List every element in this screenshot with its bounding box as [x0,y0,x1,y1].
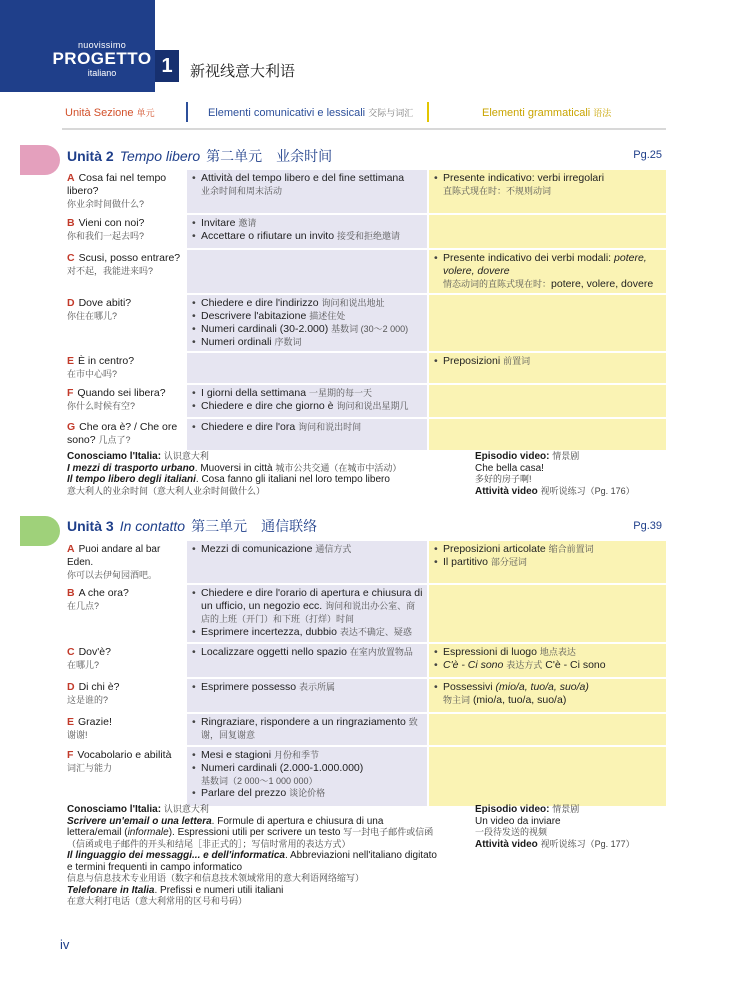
section-title-zh: 你业余时间做什么? [67,199,145,209]
notes-text-em: informale [127,827,169,838]
list-item [192,230,423,243]
item-it: Attività del tempo libero e del fine settimana [201,172,405,184]
list-item [192,400,423,413]
column-heading-lexical [208,103,413,123]
item-it: Invitare [201,217,236,229]
grammar-cell [428,713,666,746]
section-letter: G [67,421,76,433]
column-heading-unit-zh: 单元 [136,108,155,118]
section-title-zh: 几点了? [98,435,131,445]
unit3-culture-notes [67,804,439,908]
item-it: Accettare o rifiutare un invito [201,230,335,242]
section-title-zh: 在哪儿? [67,660,100,670]
list-item [192,762,423,787]
notes-zh: 信息与信息技术专业用语（数字和信息技术领域常用的意大利语网络缩写） [67,873,365,883]
section-cell [62,352,186,384]
list-item [434,172,662,197]
grammar-cell [428,249,666,294]
unit2-heading [67,146,332,166]
item-zh: 缩合前置词 [548,544,594,554]
section-cell [62,214,186,249]
item-it: Presente indicativo dei verbi modali: [443,252,615,264]
notes-topic: I mezzi di trasporto urbano [67,462,195,474]
section-title: Di chi è? [78,681,120,693]
item-zh: 直陈式现在时：不规则动词 [443,186,552,196]
unit2-title-zh: 第二单元 业余时间 [206,148,333,164]
item-it: Numeri cardinali (2.000-1.000.000) [201,762,364,774]
unit2-page-ref: Pg.25 [633,149,662,161]
section-title: Scusi, posso entrare? [78,252,181,264]
item-tail: (mio/a, tuo/a, suo/a) [472,694,567,706]
list-item [192,172,423,197]
section-letter: C [67,646,75,658]
list-item [434,543,662,556]
notes-text: . Formule di apertura e chiusura di una lettera/email ( [67,815,384,838]
list-item [434,681,662,707]
lexical-cell [186,584,428,643]
list-item [434,659,662,672]
item-zh: 表示所属 [299,682,336,692]
item-it: Espressioni di luogo [443,646,537,658]
list-item [192,787,423,800]
section-cell [62,584,186,643]
notes-text: . Cosa fanno gli italiani nel loro tempo libero [195,474,390,485]
grammar-cell [428,214,666,249]
notes-heading-zh: 认识意大利 [163,451,209,461]
section-letter: A [67,172,75,184]
unit2-table [62,168,666,450]
item-zh: 表达不确定、疑惑 [339,627,412,637]
list-item [192,297,423,310]
notes-zh: 意大利人的业余时间（意大利人业余时间做什么） [67,485,266,496]
notes-topic: Il linguaggio dei messaggi... e dell'informatica [67,850,285,861]
section-title: A che ora? [78,587,129,599]
list-item [192,716,423,742]
section-cell [62,643,186,678]
table-row [62,294,666,352]
section-letter: E [67,355,75,367]
section-title-zh: 你可以去伊甸园酒吧。 [67,570,158,580]
notes-heading: Conosciamo l'Italia: [67,804,162,815]
grammar-cell [428,169,666,214]
section-title: Vocabolario e abilità [77,749,172,761]
item-zh: 接受和拒绝邀请 [337,231,401,241]
item-zh: 基数词（2 000～1 000 000） [201,776,318,786]
item-zh: 询问和说出办公室、商店的上班（开门）和下班（打烊）时间 [201,601,416,624]
notes-topic: Il tempo libero degli italiani [67,474,196,485]
lexical-cell [186,678,428,713]
video-title-zh: 多好的房子啊! [475,474,532,484]
table-row [62,352,666,384]
table-row [62,746,666,806]
brand-main: PROGETTO [52,49,152,68]
item-it: Chiedere e dire l'ora [201,421,296,433]
section-title-zh: 谢谢! [67,730,88,740]
item-it: Descrivere l'abitazione [201,310,307,322]
lexical-cell [186,169,428,214]
video-heading-zh: 情景剧 [552,804,580,814]
section-letter: A [67,543,75,555]
book-title: 新视线意大利语 [190,63,296,80]
header-rule [62,128,666,130]
column-heading-lexical-it: Elementi comunicativi e lessicali [208,107,366,119]
item-zh: 基数词 (30～2 000) [331,324,409,334]
item-it: Preposizioni articolate [443,543,546,555]
section-title-zh: 词汇与能力 [67,763,113,773]
unit3-tab [20,516,60,546]
item-it: Mesi e stagioni [201,749,272,761]
column-heading-grammar-zh: 语法 [593,108,612,118]
lexical-cell [186,418,428,450]
item-it: Chiedere e dire l'indirizzo [201,297,319,309]
item-it: Esprimere possesso [201,681,297,693]
section-cell [62,249,186,294]
unit3-title-zh: 第三单元 通信联络 [191,518,318,534]
list-item [192,749,423,762]
section-letter: C [67,252,75,264]
section-title: Grazie! [78,716,112,728]
item-zh: 询问和说出地址 [321,298,385,308]
list-item [434,556,662,569]
section-title: Cosa fai nel tempo libero? [67,172,167,197]
grammar-cell [428,294,666,352]
list-item [192,336,423,349]
item-tail: C'è - Ci sono [545,659,606,671]
lexical-cell [186,352,428,384]
list-item [192,587,423,626]
table-row [62,249,666,294]
section-title-zh: 在几点? [67,601,100,611]
item-it: Numeri ordinali [201,336,272,348]
item-it: Localizzare oggetti nello spazio [201,646,347,658]
item-zh: 表达方式 [506,660,543,670]
table-row [62,713,666,746]
table-row [62,584,666,643]
video-heading: Episodio video: [475,451,550,462]
video-activity: Attività video [475,485,538,497]
column-heading-unit [65,103,155,123]
notes-heading: Conosciamo l'Italia: [67,451,162,462]
grammar-cell [428,384,666,418]
section-cell [62,294,186,352]
notes-zh: 写一封电子邮件或信函（信函或电子邮件的开头和结尾［非正式的］；写信时常用的表达方式） [67,827,434,849]
unit3-page-ref: Pg.39 [633,520,662,532]
list-item [192,646,423,659]
section-letter: D [67,681,75,693]
grammar-cell [428,352,666,384]
unit2-tab [20,145,60,175]
list-item [192,217,423,230]
table-row [62,643,666,678]
section-cell [62,169,186,214]
unit2-label: Unità 2 [67,148,114,164]
item-it: Chiedere e dire l'orario di apertura e chiusura di un ufficio, un negozio ecc. [201,587,423,612]
list-item [434,355,662,368]
notes-text: . Muoversi in città [194,462,273,474]
item-it: I giorni della settimana [201,387,307,399]
section-title: Vieni con noi? [78,217,145,229]
item-zh-line [443,694,662,707]
item-zh: 业余时间和周末活动 [201,186,283,196]
video-title-zh: 一段待发送的视频 [475,827,548,837]
brand-small: nuovissimo [77,40,127,50]
section-title-zh: 你和我们一起去吗? [67,231,145,241]
section-letter: F [67,387,74,399]
section-title: Dov'è? [78,646,111,658]
list-item [192,387,423,400]
lexical-cell [186,294,428,352]
column-divider [427,102,429,122]
list-item [192,626,423,639]
section-title-zh: 你住在哪儿? [67,311,118,321]
section-cell [62,540,186,584]
item-it: Numeri cardinali (30-2.000) [201,323,329,335]
item-it-em: C'è - Ci sono [443,659,504,671]
table-row [62,214,666,249]
item-zh: 邀请 [238,218,257,228]
section-cell [62,713,186,746]
list-item [192,681,423,694]
item-it-em: potere, volere, dovere [443,252,647,277]
list-item [434,252,662,291]
item-tail: potere, volere, dovere [551,278,654,290]
grammar-cell [428,643,666,678]
grammar-cell [428,584,666,643]
notes-text: . Abbreviazioni nell'italiano digitato e termini frequenti in campo informatico [67,850,437,873]
unit2-culture-notes [67,451,467,497]
section-cell [62,678,186,713]
item-it: Presente indicativo: verbi irregolari [443,172,605,184]
section-title-zh: 对不起，我能进来吗? [67,266,154,276]
lexical-cell [186,214,428,249]
table-row [62,678,666,713]
item-it: Parlare del prezzo [201,787,287,799]
notes-zh: 城市公共交通（在城市中活动） [275,462,402,473]
column-heading-grammar-it: Elementi grammaticali [482,107,591,119]
column-heading-unit-it: Unità Sezione [65,107,134,119]
item-it: Possessivi [443,681,496,693]
list-item [192,323,423,336]
list-item [192,310,423,323]
video-heading: Episodio video: [475,804,550,815]
table-row [62,384,666,418]
item-it-em: (mio/a, tuo/a, suo/a) [495,681,589,693]
video-activity-zh: 视听说练习（Pg. 176） [540,485,635,496]
brand-logo [52,40,152,78]
unit3-heading [67,516,317,536]
item-zh: 部分冠词 [490,557,527,567]
section-title-zh: 这是谁的? [67,695,109,705]
item-zh: 在室内放置物品 [349,647,413,657]
column-heading-lexical-zh: 交际与词汇 [368,108,414,118]
notes-heading-zh: 认识意大利 [163,804,209,814]
item-zh: 致谢，回复谢意 [201,717,418,740]
lexical-cell [186,746,428,806]
video-heading-zh: 情景剧 [552,451,580,461]
page-number: iv [60,937,70,952]
notes-text: . Prefissi e numeri utili italiani [154,884,284,896]
item-it: Il partitivo [443,556,488,568]
item-zh: 通信方式 [315,544,352,554]
section-cell [62,384,186,418]
grammar-cell [428,746,666,806]
table-row [62,418,666,450]
unit3-label: Unità 3 [67,518,114,534]
item-zh: 地点表达 [539,647,576,657]
section-title: È in centro? [78,355,135,367]
lexical-cell [186,713,428,746]
unit3-table [62,539,666,806]
section-title: Che ora è? / Che ore sono? [67,421,178,446]
list-item [434,646,662,659]
section-letter: F [67,749,74,761]
section-title: Quando sei libera? [77,387,166,399]
unit2-video-box [475,451,635,497]
grammar-cell [428,418,666,450]
item-zh: 情态动词的直陈式现在时： [443,279,552,289]
unit3-title: In contatto [119,518,186,534]
grammar-cell [428,540,666,584]
section-letter: D [67,297,75,309]
section-title: Dove abiti? [78,297,132,309]
list-item [192,421,423,434]
item-zh: 谈论价格 [289,788,326,798]
section-cell [62,746,186,806]
notes-topic: Scrivere un'email o una lettera [67,815,212,827]
item-it: Chiedere e dire che giorno è [201,400,334,412]
lexical-cell [186,384,428,418]
notes-text: ). Espressioni utili per scrivere un testo [168,827,341,838]
item-zh: 一星期的每一天 [308,388,372,398]
unit2-title: Tempo libero [119,148,201,164]
item-zh: 描述住处 [309,311,346,321]
video-activity: Attività video [475,838,538,850]
column-heading-grammar [482,103,611,123]
lexical-cell [186,540,428,584]
notes-zh: 在意大利打电话（意大利常用的区号和号码） [67,896,248,906]
brand-sub: italiano [87,68,117,78]
item-zh: 物主词 [443,695,471,705]
item-zh: 序数词 [274,337,302,347]
item-it: Ringraziare, rispondere a un ringraziamento [201,716,406,728]
table-row [62,169,666,214]
unit3-video-box [475,804,635,850]
item-it: Mezzi di comunicazione [201,543,313,555]
table-row [62,540,666,584]
section-title-zh: 你什么时候有空? [67,401,136,411]
item-it: Esprimere incertezza, dubbio [201,626,337,638]
volume-number: 1 [155,50,179,82]
list-item [192,543,423,556]
item-zh: 询问和说出时间 [298,422,362,432]
section-title: Puoi andare al bar Eden. [67,544,161,568]
section-cell [62,418,186,450]
notes-topic: Telefonare in Italia [67,884,155,896]
item-zh: 月份和季节 [273,750,319,760]
lexical-cell [186,643,428,678]
column-divider [186,102,188,122]
section-title-zh: 在市中心吗? [67,369,118,379]
item-it: Preposizioni [443,355,501,367]
video-activity-zh: 视听说练习（Pg. 177） [540,838,635,849]
video-title: Che bella casa! [475,462,544,474]
grammar-cell [428,678,666,713]
item-zh: 询问和说出星期几 [336,401,409,411]
lexical-cell [186,249,428,294]
section-letter: B [67,587,75,599]
section-letter: B [67,217,75,229]
item-zh-line [443,278,662,291]
video-title: Un video da inviare [475,815,561,827]
item-zh: 前置词 [503,356,531,366]
section-letter: E [67,716,75,728]
